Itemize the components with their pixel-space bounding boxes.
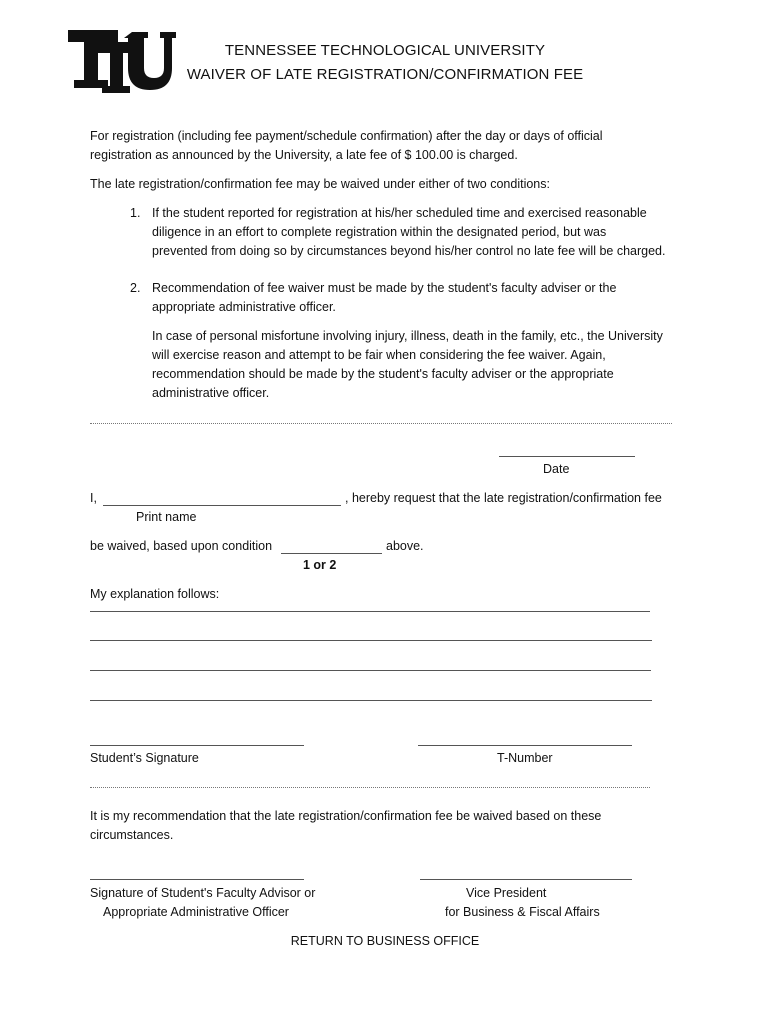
separator-1 xyxy=(90,423,672,424)
condition-1-line-1: If the student reported for registration at his/her scheduled time and exercised reasonable xyxy=(152,206,647,220)
misfortune-line-1: In case of personal misfortune involving injury, illness, death in the family, etc., the University xyxy=(152,329,663,343)
date-field-line[interactable] xyxy=(499,456,635,457)
condition-1-line-3: prevented from doing so by circumstances beyond his/her control no late fee will be charged. xyxy=(152,244,666,258)
intro-line-2: registration as announced by the University, a late fee of $ 100.00 is charged. xyxy=(90,148,518,162)
intro-line-1: For registration (including fee payment/schedule confirmation) after the day or days of official xyxy=(90,129,603,143)
recommendation-line-1: It is my recommendation that the late registration/confirmation fee be waived based on these xyxy=(90,809,602,823)
print-name-field-line[interactable] xyxy=(103,505,341,506)
student-signature-line[interactable] xyxy=(90,745,304,746)
advisor-label-line-1: Signature of Student's Faculty Advisor or xyxy=(90,886,316,900)
condition-hint: 1 or 2 xyxy=(303,558,337,572)
condition-2-line-1: Recommendation of fee waiver must be made by the student's faculty adviser or the xyxy=(152,281,617,295)
request-text: , hereby request that the late registration/confirmation fee xyxy=(345,491,662,505)
advisor-label-line-2: Appropriate Administrative Officer xyxy=(103,905,289,919)
t-number-label: T-Number xyxy=(497,751,553,765)
condition-1-number: 1. xyxy=(130,206,141,220)
student-signature-label: Student’s Signature xyxy=(90,751,199,765)
explanation-label: My explanation follows: xyxy=(90,587,220,601)
ttu-logo xyxy=(66,28,176,94)
condition-2-number: 2. xyxy=(130,281,141,295)
misfortune-line-2: will exercise reason and attempt to be fair when considering the fee waiver. Again, xyxy=(152,348,606,362)
separator-2 xyxy=(90,787,650,788)
condition-2-line-2: appropriate administrative officer. xyxy=(152,300,336,314)
explanation-line-1[interactable] xyxy=(90,611,650,612)
vp-label-line-2: for Business & Fiscal Affairs xyxy=(445,905,600,919)
vp-label-line-1: Vice President xyxy=(466,886,547,900)
waived-prefix: be waived, based upon condition xyxy=(90,539,273,553)
waived-suffix: above. xyxy=(386,539,424,553)
explanation-line-4[interactable] xyxy=(90,700,652,701)
print-name-label: Print name xyxy=(136,510,197,524)
form-title: WAIVER OF LATE REGISTRATION/CONFIRMATION FEE xyxy=(186,66,584,83)
misfortune-line-4: administrative officer. xyxy=(152,386,270,400)
vp-signature-line[interactable] xyxy=(420,879,632,880)
explanation-line-2[interactable] xyxy=(90,640,652,641)
university-title: TENNESSEE TECHNOLOGICAL UNIVERSITY xyxy=(224,42,546,59)
return-to-business-office: RETURN TO BUSINESS OFFICE xyxy=(290,934,480,948)
recommendation-line-2: circumstances. xyxy=(90,828,174,842)
misfortune-line-3: recommendation should be made by the student's faculty adviser or the appropriate xyxy=(152,367,614,381)
explanation-line-3[interactable] xyxy=(90,670,651,671)
t-number-line[interactable] xyxy=(418,745,632,746)
conditions-intro: The late registration/confirmation fee may be waived under either of two conditions: xyxy=(90,177,550,191)
condition-1-line-2: diligence in an effort to complete registration within the designated period, but was xyxy=(152,225,607,239)
i-prefix: I, xyxy=(90,491,97,505)
condition-number-field-line[interactable] xyxy=(281,553,382,554)
advisor-signature-line[interactable] xyxy=(90,879,304,880)
date-label: Date xyxy=(543,462,570,476)
